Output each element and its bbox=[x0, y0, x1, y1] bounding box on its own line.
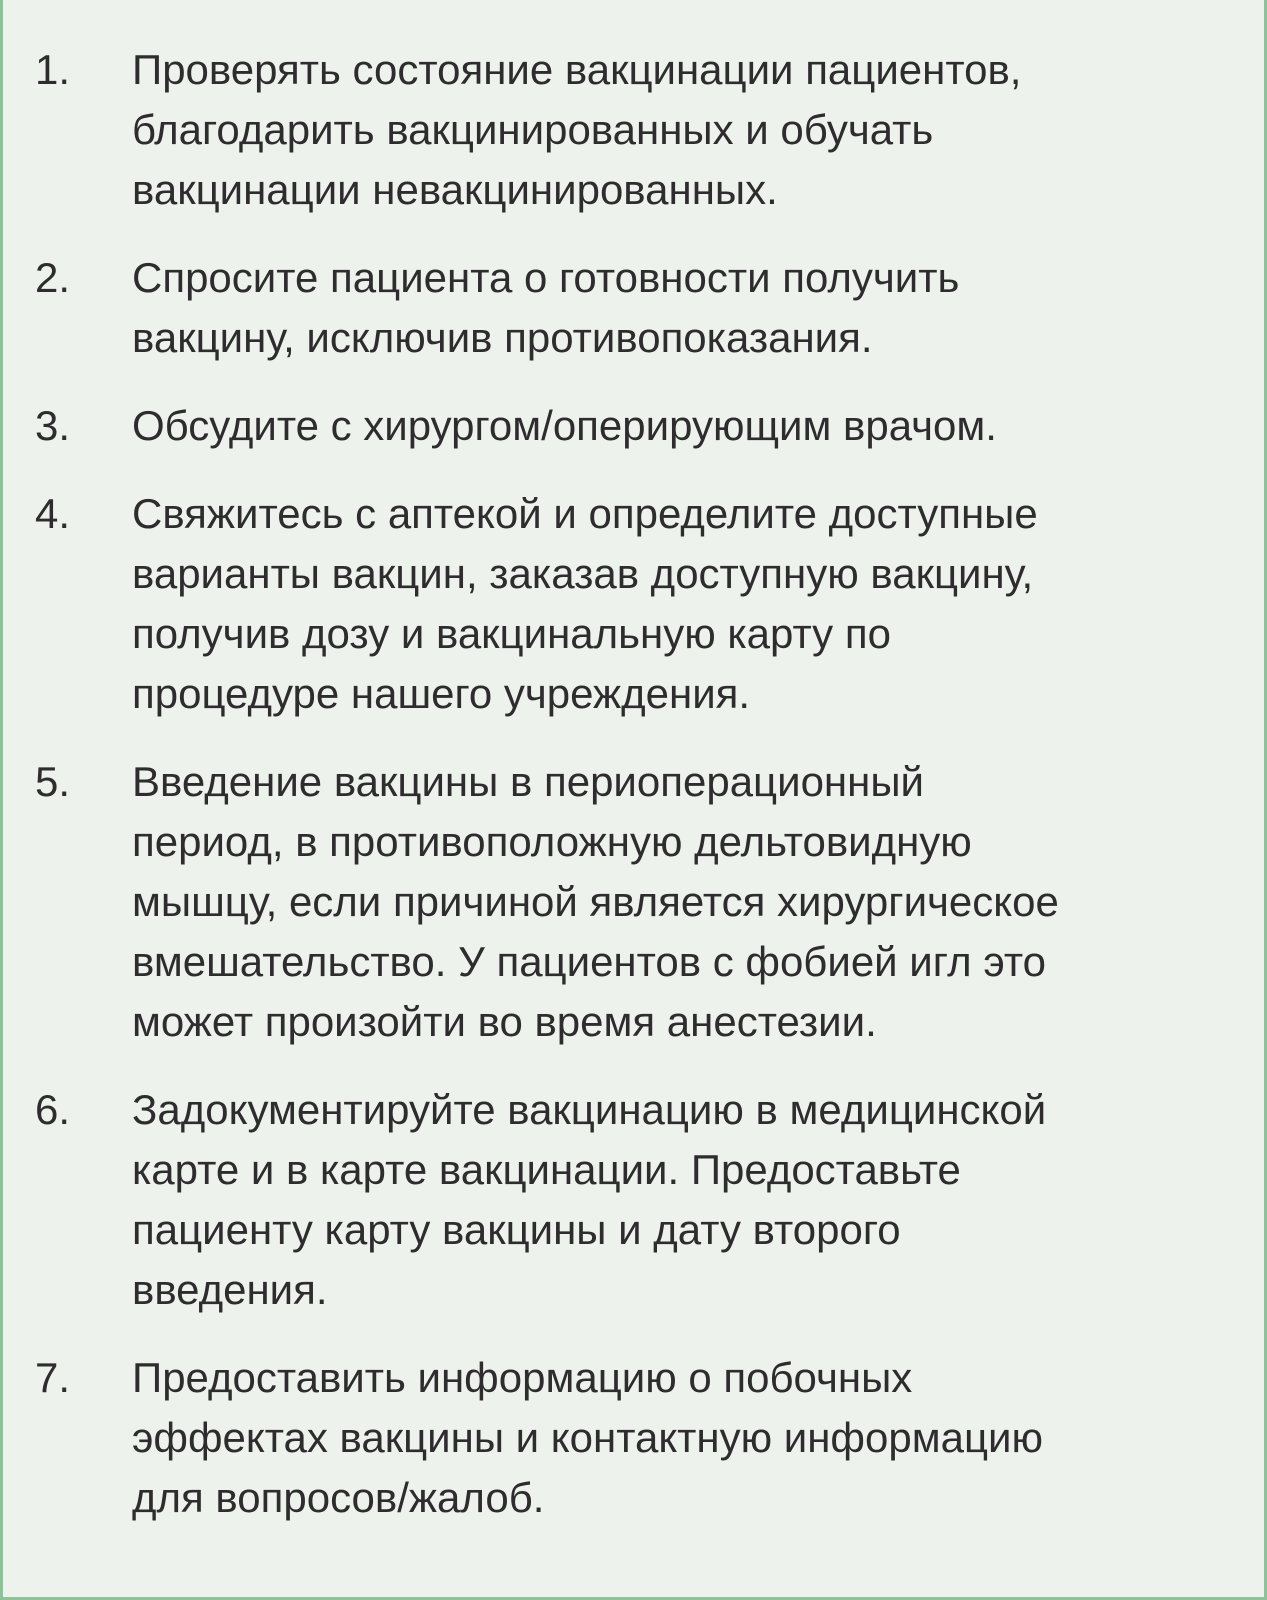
step-number: 4. bbox=[35, 490, 71, 537]
step-text-line: Обсудите с хирургом/оперирующим врачом. bbox=[132, 402, 997, 449]
list-item bbox=[3, 1348, 1267, 1528]
step-text bbox=[132, 40, 1222, 220]
step-text-line: Спросите пациента о готовности получить bbox=[132, 254, 960, 301]
step-text-line: получив дозу и вакцинальную карту по bbox=[132, 610, 891, 657]
step-text-line: благодарить вакцинированных и обучать bbox=[132, 106, 934, 153]
step-list bbox=[3, 40, 1267, 1556]
step-number: 2. bbox=[35, 254, 71, 301]
step-text-line: процедуре нашего учреждения. bbox=[132, 670, 751, 717]
step-number: 7. bbox=[35, 1354, 71, 1401]
step-text-line: может произойти во время анестезии. bbox=[132, 998, 877, 1045]
step-text-line: введения. bbox=[132, 1266, 328, 1313]
step-text-line: варианты вакцин, заказав доступную вакцину, bbox=[132, 550, 1034, 597]
step-text bbox=[132, 752, 1222, 1052]
step-text-line: период, в противоположную дельтовидную bbox=[132, 818, 972, 865]
step-text bbox=[132, 1080, 1222, 1320]
step-text-line: Задокументируйте вакцинацию в медицинской bbox=[132, 1086, 1047, 1133]
step-text-line: карте и в карте вакцинации. Предоставьте bbox=[132, 1146, 961, 1193]
step-text bbox=[132, 1348, 1222, 1528]
step-text bbox=[132, 248, 1222, 368]
step-text-line: вмешательство. У пациентов с фобией игл это bbox=[132, 938, 1046, 985]
step-text-line: Введение вакцины в периоперационный bbox=[132, 758, 924, 805]
step-text-line: Свяжитесь с аптекой и определите доступные bbox=[132, 490, 1038, 537]
step-number: 5. bbox=[35, 758, 71, 805]
step-text-line: эффектах вакцины и контактную информацию bbox=[132, 1414, 1043, 1461]
list-item bbox=[3, 752, 1267, 1052]
step-number: 3. bbox=[35, 402, 71, 449]
list-item bbox=[3, 396, 1267, 456]
step-text-line: для вопросов/жалоб. bbox=[132, 1474, 545, 1521]
step-number: 6. bbox=[35, 1086, 71, 1133]
step-text-line: вакцинации невакцинированных. bbox=[132, 166, 778, 213]
step-number: 1. bbox=[35, 46, 71, 93]
step-text-line: вакцину, исключив противопоказания. bbox=[132, 314, 873, 361]
list-item bbox=[3, 40, 1267, 220]
list-item bbox=[3, 1080, 1267, 1320]
list-item bbox=[3, 484, 1267, 724]
step-text-line: пациенту карту вакцины и дату второго bbox=[132, 1206, 901, 1253]
step-text-line: Предоставить информацию о побочных bbox=[132, 1354, 913, 1401]
step-text-line: Проверять состояние вакцинации пациентов, bbox=[132, 46, 1022, 93]
step-text-line: мышцу, если причиной является хирургическое bbox=[132, 878, 1059, 925]
list-item bbox=[3, 248, 1267, 368]
step-text bbox=[132, 484, 1222, 724]
step-text bbox=[132, 396, 1222, 456]
